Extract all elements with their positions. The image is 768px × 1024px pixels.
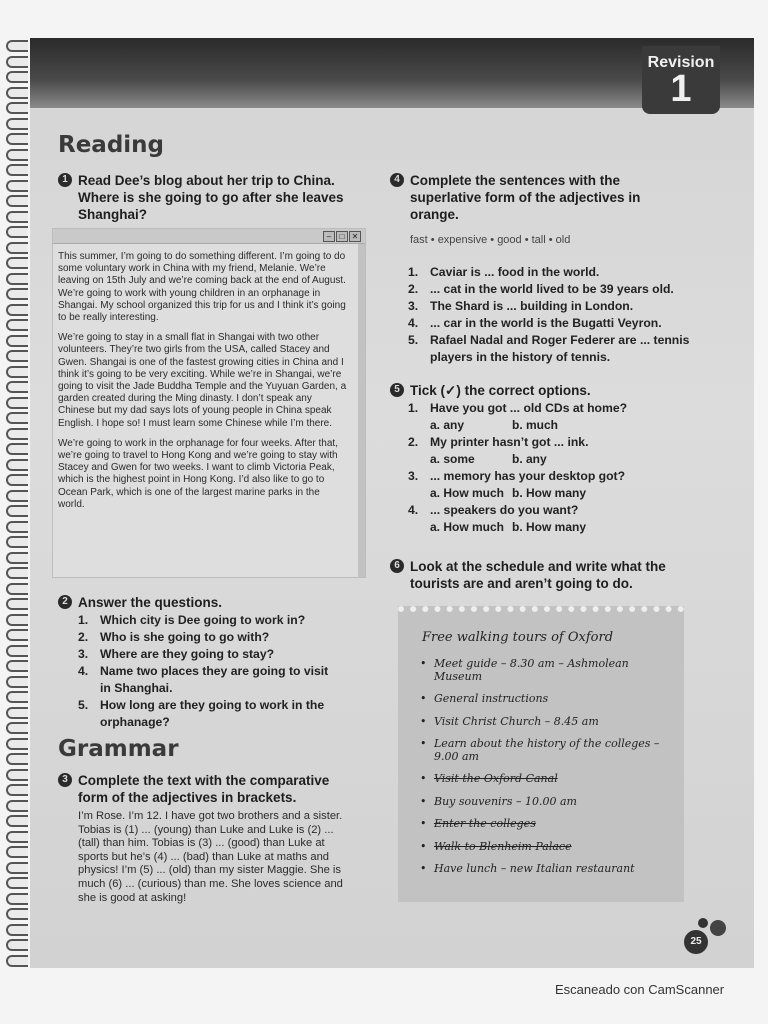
option-pair (408, 451, 698, 468)
question-number: 3. (78, 647, 89, 661)
question-text: Which city is Dee going to work in? (100, 613, 306, 627)
sentence-text: The Shard is ... building in London. (430, 299, 634, 313)
spiral-ring (6, 397, 28, 409)
blog-scrollbar (358, 244, 365, 577)
question-text: How long are they going to work in the orphanage? (100, 698, 325, 729)
exercise-3-number: 3 (58, 773, 72, 787)
spiral-ring (6, 102, 28, 114)
option-number: 1. (408, 401, 419, 415)
option-question-text: Have you got ... old CDs at home? (430, 401, 628, 415)
spiral-ring (6, 71, 28, 83)
bullet-icon: • (420, 772, 427, 785)
option-a[interactable]: a. How much (430, 520, 505, 534)
spiral-ring (6, 443, 28, 455)
schedule-item-text: Enter the colleges (434, 817, 536, 830)
scanner-watermark: Escaneado con CamScanner (555, 982, 725, 997)
spiral-ring (6, 474, 28, 486)
schedule-item (420, 796, 672, 809)
spiral-ring (6, 769, 28, 781)
spiral-ring (6, 815, 28, 827)
question-number: 5. (78, 698, 89, 712)
spiral-ring (6, 722, 28, 734)
schedule-item-text: Meet guide – 8.30 am – Ashmolean Museum (434, 657, 629, 683)
revision-tab (642, 46, 720, 114)
schedule-box (398, 606, 684, 902)
spiral-ring (6, 304, 28, 316)
sentence-number: 3. (408, 299, 419, 313)
spiral-ring (6, 180, 28, 192)
exercise-4-number: 4 (390, 173, 404, 187)
spiral-ring (6, 629, 28, 641)
option-question-text: ... speakers do you want? (430, 503, 579, 517)
blog-paragraph: We’re going to work in the orphanage for four weeks. After that, we’re going to travel to Hong Kong and we’re going to stay with Stacey and Gwen for two weeks. I want to climb Victoria Peak, which is the highest point in Hong Kong. I’d also like to go to Ocean Park, which is one of the largest marine parks in the world. (58, 437, 338, 510)
sentence-row (408, 298, 698, 315)
spiral-ring (6, 691, 28, 703)
exercise-5-number: 5 (390, 383, 404, 397)
revision-label: Revision (647, 54, 715, 71)
option-question (408, 434, 698, 451)
option-pair (408, 519, 698, 536)
blog-window (52, 228, 366, 578)
spiral-ring (6, 118, 28, 130)
option-b[interactable]: b. How many (512, 486, 587, 500)
schedule-item-text: General instructions (434, 692, 549, 705)
sentence-row (408, 332, 698, 366)
schedule-item-text: Visit the Oxford Canal (434, 772, 558, 785)
spiral-ring (6, 366, 28, 378)
option-number: 2. (408, 435, 419, 449)
question-row (78, 697, 338, 731)
option-question (408, 468, 698, 485)
sentence-text: ... car in the world is the Bugatti Veyron. (430, 316, 662, 330)
bullet-icon: • (420, 737, 427, 750)
spiral-ring (6, 149, 28, 161)
question-text: Name two places they are going to visit in Shanghai. (100, 664, 329, 695)
schedule-title: Free walking tours of Oxford (422, 630, 614, 645)
sentence-number: 2. (408, 282, 419, 296)
spiral-ring (6, 428, 28, 440)
minimize-icon: – (323, 231, 335, 242)
spiral-ring (6, 195, 28, 207)
exercise-4-instruction (390, 172, 690, 223)
spiral-ring (6, 211, 28, 223)
exercise-4-text: Complete the sentences with the superlative form of the adjectives in orange. (410, 173, 641, 222)
option-number: 3. (408, 469, 419, 483)
option-b[interactable]: b. any (512, 452, 547, 466)
spiral-ring (6, 707, 28, 719)
exercise-5-instruction (390, 382, 690, 399)
workbook-page (30, 38, 754, 968)
blog-paragraph: This summer, I’m going to do something different. I’m going to do some voluntary work in China with my friend, Melanie. We’re leaving on 15th July and we’re coming back at the end of August. We’re going to work with young children in an orphanage in Shangai. My school organized this trip for us and I think it’s going to be really interesting. (58, 251, 346, 324)
spiral-ring (6, 226, 28, 238)
question-row (78, 663, 338, 697)
option-a[interactable]: a. any (430, 418, 465, 432)
schedule-item (420, 841, 672, 854)
schedule-list (420, 658, 672, 886)
adjective-word-box: fast • expensive • good • tall • old (410, 234, 571, 246)
schedule-item (420, 863, 672, 876)
grammar-heading: Grammar (58, 736, 179, 762)
spiral-ring (6, 614, 28, 626)
spiral-ring (6, 319, 28, 331)
question-number: 4. (78, 664, 89, 678)
close-icon: ✕ (349, 231, 361, 242)
exercise-2-instruction (58, 594, 358, 611)
exercise-1-number: 1 (58, 173, 72, 187)
schedule-item (420, 818, 672, 831)
spiral-ring (6, 381, 28, 393)
spiral-binding (6, 40, 30, 980)
exercise-6-text: Look at the schedule and write what the tourists are and aren’t going to do. (410, 559, 666, 591)
bullet-icon: • (420, 817, 427, 830)
spiral-ring (6, 133, 28, 145)
spiral-ring (6, 660, 28, 672)
blog-text (58, 251, 348, 519)
schedule-item (420, 773, 672, 786)
spiral-ring (6, 877, 28, 889)
schedule-item (420, 716, 672, 729)
blog-paragraph: We’re going to stay in a small flat in Shangai with two other volunteers. They’re two girls from the USA, called Stacey and Gwen. Shangai is one of the fastest growing cities in China and I think it’s going to be very exciting. While we’re in Shangai, we’re going to visit the Jade Buddha Temple and the Yuyuan Garden, a garden created during the Ming dinasty. I don’t speak any Chinese but my dad says lots of young people in China speak English. I hope so! I must learn some Chinese while I’m there. (58, 332, 347, 429)
spiral-ring (6, 257, 28, 269)
spiral-ring (6, 800, 28, 812)
option-question-text: ... memory has your desktop got? (430, 469, 626, 483)
exercise-6-number: 6 (390, 559, 404, 573)
exercise-4-sentences (408, 264, 698, 366)
option-question-text: My printer hasn’t got ... ink. (430, 435, 589, 449)
exercise-3-paragraph: I’m Rose. I’m 12. I have got two brothers and a sister. Tobias is (1) ... (young) than Luke and Luke is (2) ... (tall) than him. Tobias is (3) ... (good) than Luke at sports but he’s (4) ... (bad) than Luke at maths and physics! I’m (5) ... (old) than my sister Maggie. She is much (6) ... (curious) than me. She loves science and she is good at asking! (78, 810, 343, 904)
question-text: Who is she going to go with? (100, 630, 270, 644)
option-question (408, 502, 698, 519)
spiral-ring (6, 924, 28, 936)
bullet-icon: • (420, 794, 427, 808)
spiral-ring (6, 505, 28, 517)
schedule-item (420, 658, 672, 683)
sentence-row (408, 281, 698, 298)
exercise-2-text: Answer the questions. (78, 595, 223, 610)
spiral-ring (6, 893, 28, 905)
spiral-ring (6, 846, 28, 858)
sentence-text: ... cat in the world lived to be 39 years old. (430, 282, 674, 296)
bullet-icon: • (420, 714, 427, 728)
sentence-number: 5. (408, 333, 419, 347)
exercise-3-instruction (58, 772, 358, 806)
sentence-row (408, 315, 698, 332)
spiral-ring (6, 459, 28, 471)
exercise-2-questions (78, 612, 338, 731)
schedule-item-text: Walk to Blenheim Palace (434, 839, 572, 853)
decorative-dot (698, 918, 708, 928)
revision-number: 1 (670, 68, 692, 110)
spiral-ring (6, 908, 28, 920)
exercise-5-items (408, 400, 698, 536)
schedule-item-text: Have lunch – new Italian restaurant (434, 862, 635, 875)
spiral-ring (6, 412, 28, 424)
bullet-icon: • (420, 862, 427, 875)
option-b[interactable]: b. How many (512, 520, 587, 534)
maximize-icon: □ (336, 231, 348, 242)
option-pair (408, 417, 698, 434)
schedule-item-text: Buy souvenirs – 10.00 am (434, 794, 577, 808)
schedule-item-text: Learn about the history of the colleges – 9.00 am (434, 737, 660, 763)
sentence-row (408, 264, 698, 281)
question-text: Where are they going to stay? (100, 647, 275, 661)
spiral-ring (6, 567, 28, 579)
exercise-6-instruction (390, 558, 700, 592)
spiral-ring (6, 335, 28, 347)
spiral-ring (6, 552, 28, 564)
spiral-ring (6, 583, 28, 595)
option-pair (408, 485, 698, 502)
sentence-number: 4. (408, 316, 419, 330)
option-a[interactable]: a. some (430, 452, 475, 466)
schedule-item (420, 693, 672, 706)
spiral-ring (6, 955, 28, 967)
spiral-ring (6, 862, 28, 874)
spiral-ring (6, 288, 28, 300)
blog-title-bar (53, 229, 365, 244)
spiral-ring (6, 56, 28, 68)
sentence-text: Caviar is ... food in the world. (430, 265, 600, 279)
spiral-ring (6, 676, 28, 688)
bullet-icon: • (420, 692, 427, 705)
spiral-ring (6, 521, 28, 533)
schedule-item (420, 738, 672, 763)
question-number: 2. (78, 630, 89, 644)
spiral-ring (6, 784, 28, 796)
spiral-ring (6, 87, 28, 99)
spiral-ring (6, 40, 28, 52)
question-row (78, 612, 338, 629)
question-row (78, 629, 338, 646)
spiral-ring (6, 645, 28, 657)
sentence-text: Rafael Nadal and Roger Federer are ... tennis players in the history of tennis. (430, 333, 690, 364)
spiral-ring (6, 598, 28, 610)
page-number: 25 (684, 930, 708, 954)
decorative-dot (710, 920, 726, 936)
sentence-number: 1. (408, 265, 419, 279)
question-number: 1. (78, 613, 89, 627)
option-number: 4. (408, 503, 419, 517)
spiral-ring (6, 242, 28, 254)
spiral-ring (6, 939, 28, 951)
bullet-icon: • (420, 839, 427, 853)
option-b[interactable]: b. much (512, 418, 559, 432)
reading-heading: Reading (58, 132, 165, 158)
bullet-icon: • (420, 657, 427, 670)
spiral-ring (6, 536, 28, 548)
question-row (78, 646, 338, 663)
schedule-item-text: Visit Christ Church – 8.45 am (434, 714, 599, 728)
option-question (408, 400, 698, 417)
option-a[interactable]: a. How much (430, 486, 505, 500)
spiral-ring (6, 164, 28, 176)
exercise-5-text: Tick (✓) the correct options. (410, 383, 591, 398)
spiral-ring (6, 350, 28, 362)
exercise-3-text: Complete the text with the comparative form of the adjectives in brackets. (78, 773, 330, 805)
spiral-ring (6, 273, 28, 285)
spiral-ring (6, 490, 28, 502)
exercise-2-number: 2 (58, 595, 72, 609)
exercise-1-text: Read Dee’s blog about her trip to China. Where is she going to go after she leaves Shanghai? (78, 173, 344, 222)
exercise-1-instruction (58, 172, 358, 223)
spiral-ring (6, 738, 28, 750)
spiral-ring (6, 753, 28, 765)
spiral-ring (6, 831, 28, 843)
